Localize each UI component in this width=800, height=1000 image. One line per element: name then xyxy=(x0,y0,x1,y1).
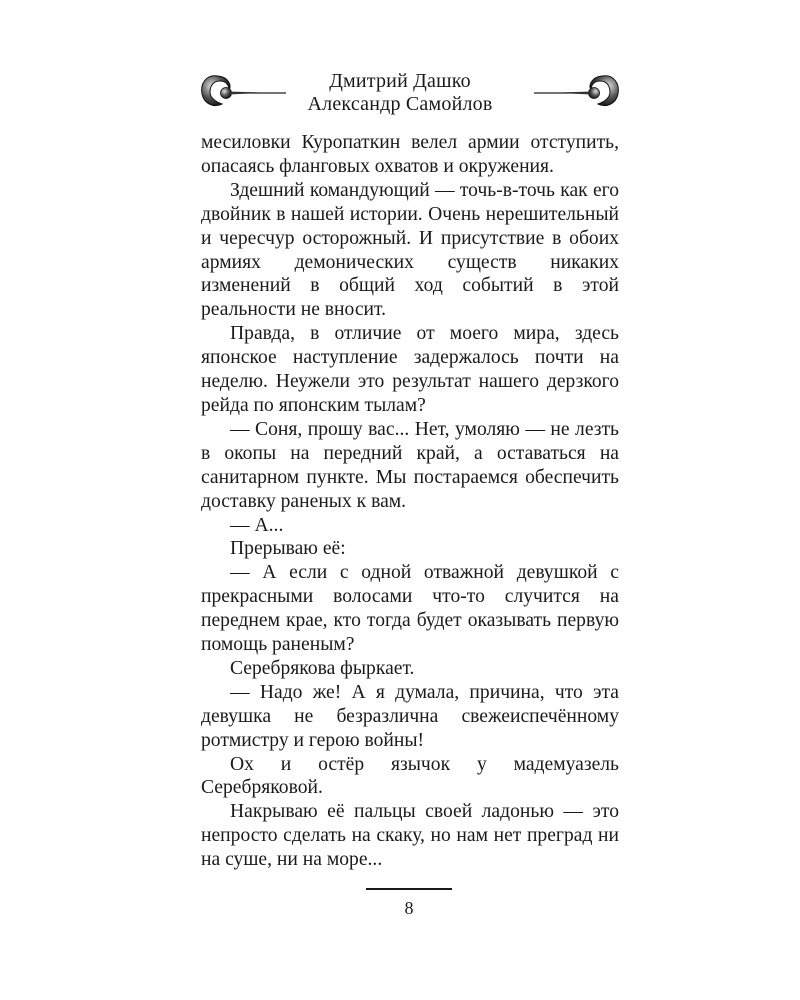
author-1: Дмитрий Дашко xyxy=(329,70,471,92)
paragraph: Накрываю её пальцы своей ладонью — это непросто сделать на скаку, но нам нет преград ни на суше, ни на море... xyxy=(201,801,619,871)
paragraph: — Надо же! А я думала, причина, что эта девушка не безразлична свежеиспечённому ротмистру и герою войны! xyxy=(201,681,619,751)
paragraph: — А если с одной отважной девушкой с прекрасными волосами что-то случится на переднем крае, кто тогда будет оказывать первую помощь раненым? xyxy=(201,562,619,656)
page-number: 8 xyxy=(404,898,414,918)
paragraph: Здешний командующий — точь-в-точь как его двойник в нашей истории. Очень нерешительный и чересчур осторожный. И присутствие в обоих армиях демонических существ никаких изменений в общий ход событий в этой реальности не вносит. xyxy=(201,179,619,321)
paragraph: Правда, в отличие от моего мира, здесь японское наступление задержалось почти на неделю. Неужели это результат нашего дерзкого рейда по японским тылам? xyxy=(201,323,619,416)
paragraph: Серебрякова фыркает. xyxy=(230,657,415,679)
paragraph: — Соня, прошу вас... Нет, умоляю — не лезть в окопы на передний край, а оставаться на санитарном пункте. Мы постараемся обеспечить доставку раненых к вам. xyxy=(201,418,619,512)
paragraph: месиловки Куропаткин велел армии отступить, опасаясь фланговых охватов и окружения. xyxy=(201,132,619,177)
paragraph: — А... xyxy=(230,514,284,536)
running-header xyxy=(0,62,800,122)
paragraph: Ох и остёр язычок у мадемуазель Серебряковой. xyxy=(201,753,619,799)
paragraph: Прерываю её: xyxy=(230,538,346,560)
footer-rule xyxy=(366,888,452,890)
body-text xyxy=(201,131,619,872)
author-2: Александр Самойлов xyxy=(307,93,493,115)
ornament-right-icon xyxy=(532,72,624,112)
